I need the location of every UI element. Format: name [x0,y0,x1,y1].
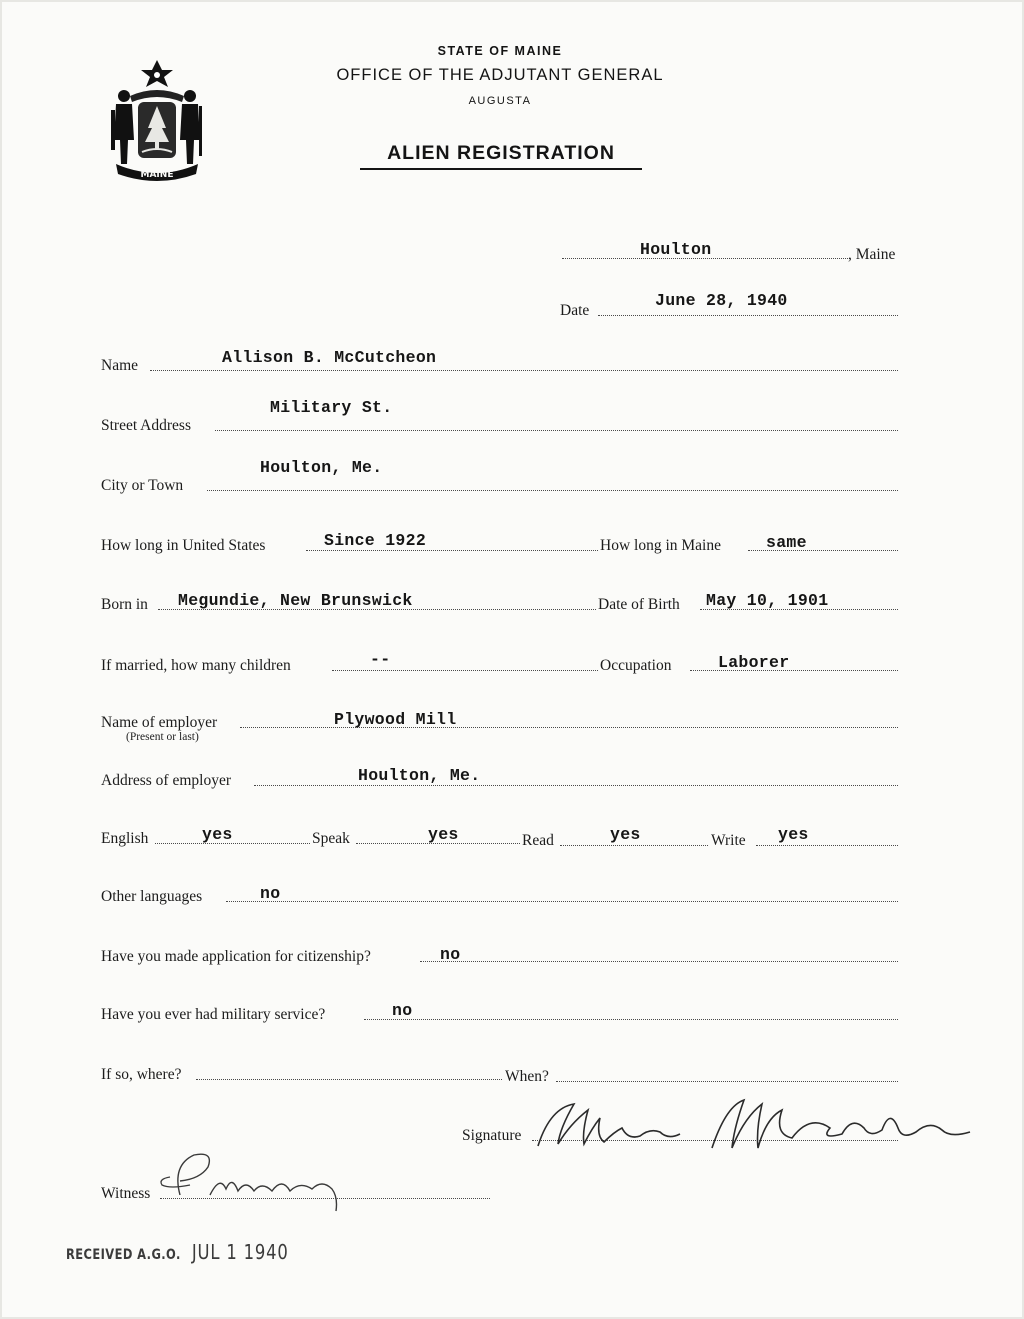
military-label: Have you ever had military service? [101,1006,326,1023]
street-label: Street Address [101,417,191,434]
how-long-maine-label: How long in Maine [600,537,721,554]
where-label: If so, where? [101,1066,182,1083]
citizenship-label: Have you made application for citizenship? [101,948,371,965]
where-line [196,1079,502,1080]
city-heading: AUGUSTA [468,95,532,107]
how-long-us-line [306,550,598,551]
employer-address-line [254,785,898,786]
born-in-label: Born in [101,596,148,613]
how-long-us-value: Since 1922 [324,531,427,550]
children-label: If married, how many children [101,657,291,674]
citizenship-value: no [440,945,461,964]
read-line [560,845,708,846]
name-line [150,370,898,371]
dob-label: Date of Birth [598,596,680,613]
english-value: yes [202,825,233,844]
speak-label: Speak [312,830,350,847]
employer-label: Name of employer [101,714,218,731]
witness-label: Witness [101,1185,151,1202]
dob-value: May 10, 1901 [706,591,829,610]
english-label: English [101,830,149,847]
place-suffix: , Maine [848,246,896,263]
how-long-maine-value: same [766,533,807,552]
maine-state-seal-icon [102,56,212,184]
employer-address-value: Houlton, Me. [358,766,481,785]
city-town-value: Houlton, Me. [260,458,383,477]
form-title: ALIEN REGISTRATION [360,142,642,170]
other-languages-label: Other languages [101,888,203,905]
occupation-value: Laborer [718,653,790,672]
write-line [756,845,898,846]
write-value: yes [778,825,809,844]
received-stamp [66,1240,289,1264]
street-line [215,430,898,431]
read-value: yes [610,825,641,844]
speak-value: yes [428,825,459,844]
employer-value: Plywood Mill [334,710,457,729]
read-label: Read [522,832,554,849]
when-label: When? [505,1068,549,1085]
born-in-value: Megundie, New Brunswick [178,591,413,610]
svg-text:MAINE: MAINE [140,170,174,180]
military-value: no [392,1001,413,1020]
date-line [598,315,898,316]
write-label: Write [711,832,746,849]
children-value: -- [370,650,391,669]
place-value: Houlton [640,240,712,259]
citizenship-line [420,961,898,962]
children-line [332,670,598,671]
street-value: Military St. [270,398,393,417]
witness-signature-handwriting [150,1145,360,1217]
how-long-us-label: How long in United States [101,537,266,554]
state-heading: STATE OF MAINE [437,44,563,58]
other-languages-line [226,901,898,902]
city-town-line [207,490,898,491]
date-value: June 28, 1940 [655,291,788,310]
name-label: Name [101,357,139,374]
name-value: Allison B. McCutcheon [222,348,437,367]
signature-handwriting [530,1088,980,1158]
received-stamp-label: RECEIVED A.G.O. [66,1247,181,1263]
received-stamp-date: JUL 1 1940 [191,1240,289,1264]
employer-address-label: Address of employer [101,772,231,789]
employer-sublabel: (Present or last) [126,731,199,743]
other-languages-value: no [260,884,281,903]
military-line [364,1019,898,1020]
city-town-label: City or Town [101,477,184,494]
office-heading: OFFICE OF THE ADJUTANT GENERAL [336,66,664,84]
date-label: Date [560,302,590,319]
when-line [556,1081,898,1082]
occupation-label: Occupation [600,657,672,674]
signature-label: Signature [462,1127,522,1144]
